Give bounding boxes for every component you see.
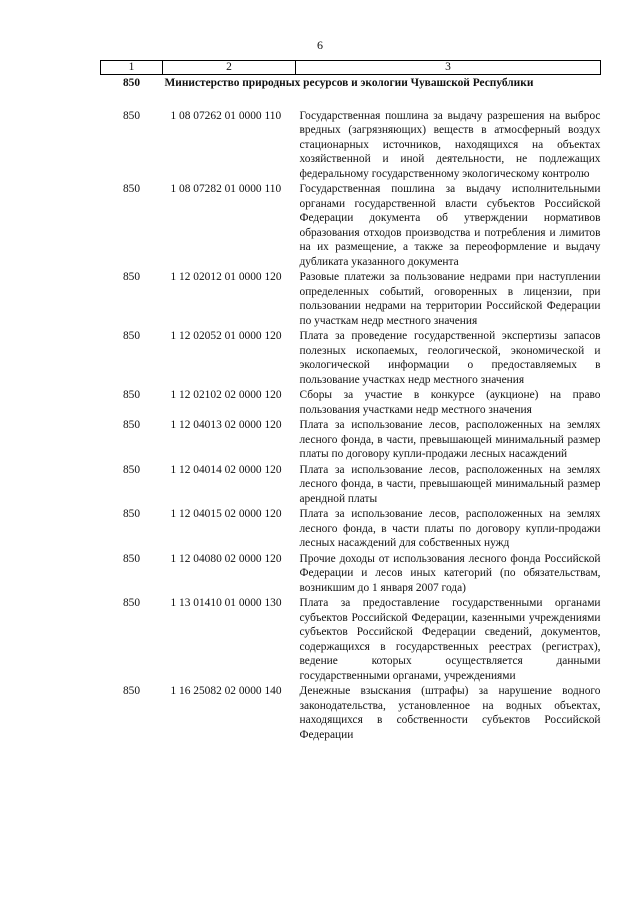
revenue-description: Государственная пошлина за выдачу исполнительными органами государственной власти субъектов Российской Федерации документа об утверждении нормативов образования отходов производства и потребления и лимитов на их размещение, а также за переоформление и выдачу дубликата указанного документа: [299, 183, 601, 268]
table-row: [101, 109, 601, 183]
revenue-description: Сборы за участие в конкурсе (аукционе) на право пользования участками недр местного значения: [299, 389, 601, 416]
column-number-1: 1: [101, 61, 163, 75]
table-row: [101, 418, 601, 463]
spacer-row: [101, 91, 601, 109]
revenue-code-table: [100, 60, 601, 743]
revenue-code: 1 12 02052 01 0000 120: [170, 330, 282, 342]
ministry-code: 850: [122, 77, 141, 89]
column-number-header: [101, 61, 601, 75]
admin-code: 850: [122, 419, 141, 431]
admin-code: 850: [122, 183, 141, 195]
revenue-code: 1 13 01410 01 0000 130: [170, 597, 282, 609]
ministry-name: Министерство природных ресурсов и экологии Чувашской Республики: [164, 77, 534, 89]
table-row: [101, 270, 601, 329]
column-number-3: 3: [296, 61, 601, 75]
admin-code: 850: [122, 685, 141, 697]
admin-code: 850: [122, 552, 141, 565]
table-row: [101, 684, 601, 743]
table-row: [101, 596, 601, 684]
admin-code: 850: [122, 271, 141, 283]
table-row: [101, 388, 601, 418]
revenue-code: 1 12 04013 02 0000 120: [170, 419, 282, 431]
revenue-description: Плата за использование лесов, расположенных на землях лесного фонда, в части, превышающей минимальный размер арендной платы: [299, 463, 601, 505]
revenue-description: Прочие доходы от использования лесного фонда Российской Федерации и лесов иных категорий (по обязательствам, возникшим до 1 января 2007 года): [299, 552, 601, 594]
table-body: [101, 75, 601, 744]
admin-code: 850: [122, 463, 141, 476]
revenue-description: Разовые платежи за пользование недрами при наступлении определенных событий, оговоренных в лицензии, при пользовании недрами на территории Российской Федерации по участкам недр местного значения: [299, 271, 601, 327]
table-row: [101, 463, 601, 508]
revenue-code: 1 16 25082 02 0000 140: [170, 685, 282, 697]
admin-code: 850: [122, 508, 141, 520]
admin-code: 850: [122, 330, 141, 342]
table-row: [101, 329, 601, 388]
revenue-code: 1 08 07282 01 0000 110: [170, 183, 282, 195]
revenue-code: 1 12 02012 01 0000 120: [170, 271, 282, 283]
admin-code: 850: [122, 597, 141, 609]
admin-code: 850: [122, 389, 141, 401]
revenue-code: 1 12 04015 02 0000 120: [170, 508, 282, 520]
revenue-code: 1 12 04080 02 0000 120: [170, 552, 282, 565]
ministry-row: [101, 75, 601, 91]
revenue-code: 1 12 04014 02 0000 120: [170, 463, 282, 476]
revenue-description: Плата за использование лесов, расположенных на землях лесного фонда, в части, превышающей минимальный размер платы по договору купли-продажи лесных насаждений: [299, 419, 601, 460]
revenue-code: 1 12 02102 02 0000 120: [170, 389, 282, 401]
table-row: [101, 552, 601, 597]
revenue-description: Плата за проведение государственной экспертизы запасов полезных ископаемых, геологической, экономической и экологической информации о предоставляемых в пользование участках недр местного значения: [299, 330, 601, 386]
table-row: [101, 182, 601, 270]
revenue-description: Денежные взыскания (штрафы) за нарушение водного законодательства, установленное на водных объектах, находящихся в собственности субъектов Российской Федерации: [299, 685, 601, 741]
revenue-description: Плата за использование лесов, расположенных на землях лесного фонда, в части платы по договору купли-продажи лесных насаждений для собственных нужд: [299, 508, 601, 549]
page-number: 6: [317, 38, 323, 52]
revenue-description: Плата за предоставление государственными органами субъектов Российской Федерации, казенными учреждениями субъектов Российской Федерации сведений, документов, содержащихся в государственных реестрах (регистрах), ведение которых осуществляется данными государственными органами, учреждениями: [299, 597, 601, 682]
revenue-code: 1 08 07262 01 0000 110: [170, 109, 282, 122]
column-number-2: 2: [163, 61, 296, 75]
admin-code: 850: [122, 109, 141, 122]
table-row: [101, 507, 601, 552]
revenue-description: Государственная пошлина за выдачу разрешения на выброс вредных (загрязняющих) веществ в атмосферный воздух стационарных источников, находящихся на объектах хозяйственной и иной деятельности, не подлежащих федеральному государственному экологическому контролю: [299, 109, 601, 180]
